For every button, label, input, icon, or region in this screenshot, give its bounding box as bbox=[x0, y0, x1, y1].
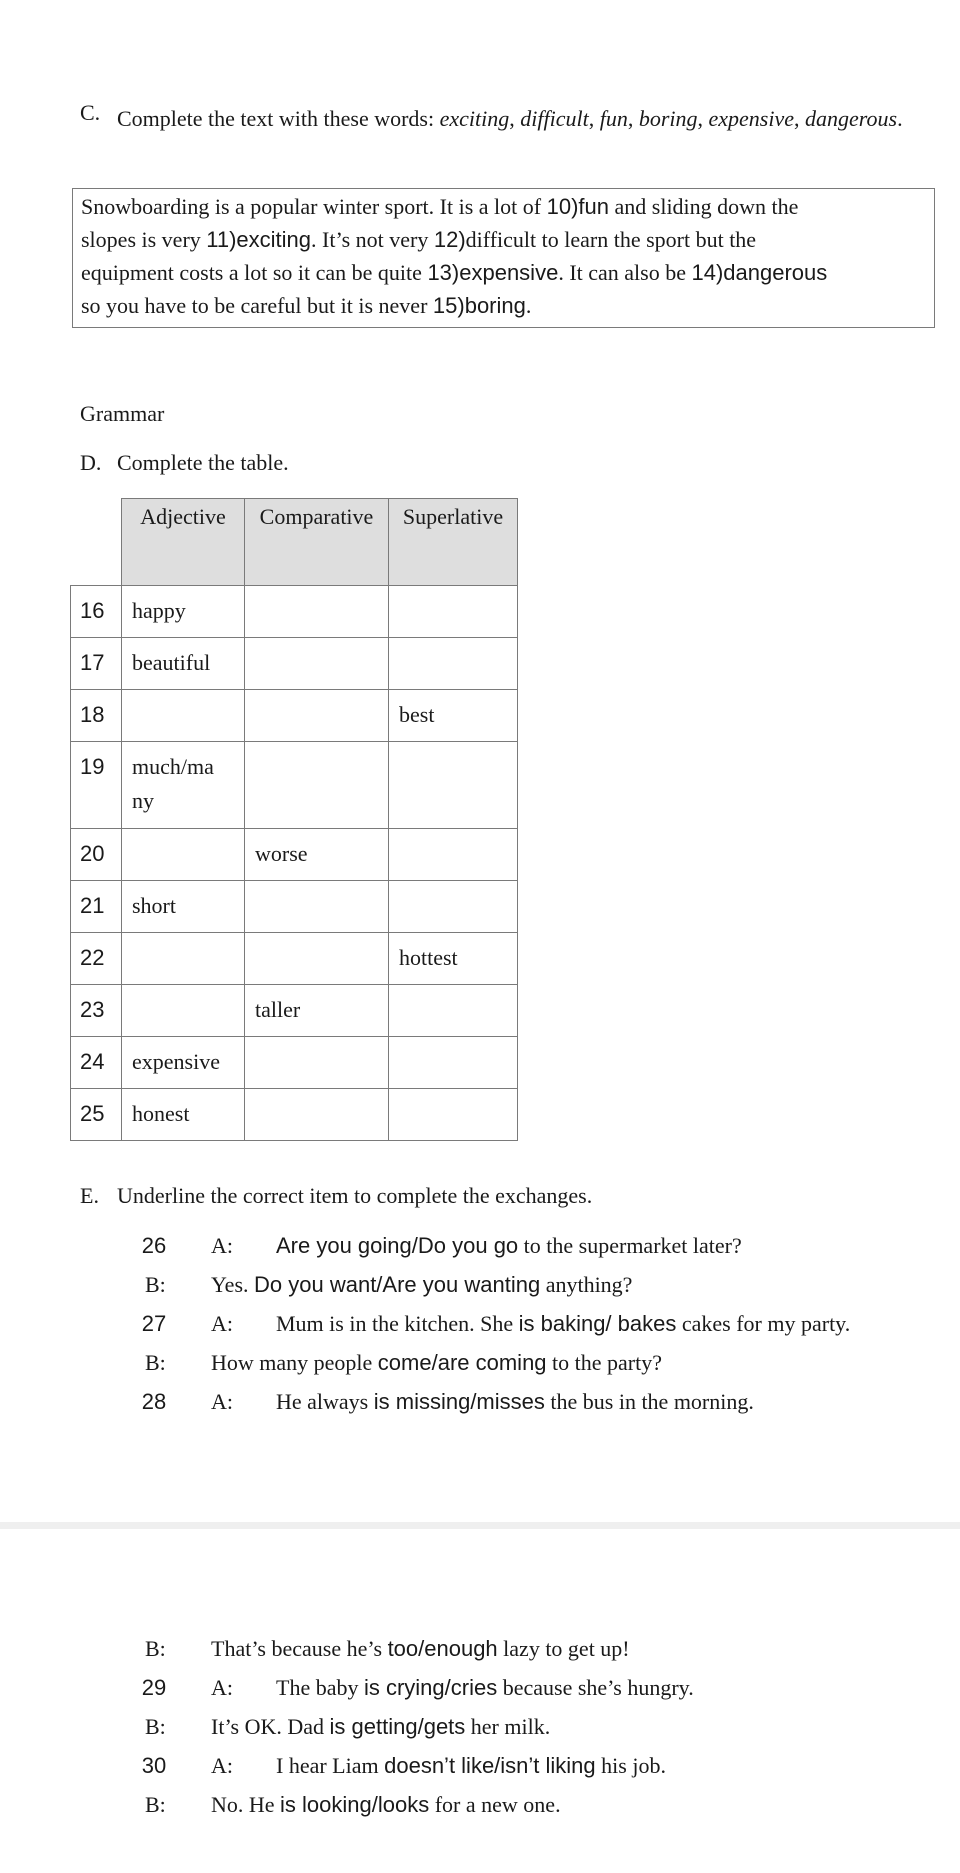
passage-box bbox=[72, 188, 935, 328]
row-number bbox=[70, 932, 122, 985]
answer-key: 15)boring bbox=[432, 293, 526, 318]
comparative-cell bbox=[244, 932, 389, 985]
adjective-cell-text: happy bbox=[132, 598, 186, 623]
speaker-label: A: bbox=[211, 1753, 233, 1778]
instruction-text: Complete the text with these words: bbox=[117, 106, 440, 131]
word-option: exciting bbox=[439, 106, 510, 131]
speaker-label: A: bbox=[211, 1233, 233, 1258]
choice-option[interactable]: is crying/cries bbox=[363, 1675, 498, 1700]
comparative-cell bbox=[244, 1036, 389, 1089]
row-number bbox=[70, 585, 122, 638]
row-number bbox=[70, 1088, 122, 1141]
choice-option[interactable]: come/are coming bbox=[377, 1350, 547, 1375]
choice-option[interactable]: is looking/looks bbox=[280, 1792, 430, 1817]
adjective-cell bbox=[121, 1088, 245, 1141]
word-option: dangerous bbox=[805, 106, 898, 131]
section-c-label: C. bbox=[80, 100, 101, 125]
superlative-cell bbox=[388, 828, 518, 881]
section-e-label: E. bbox=[80, 1183, 99, 1208]
page-break bbox=[0, 1522, 960, 1529]
choice-option[interactable]: Are you going/Do you go bbox=[276, 1233, 519, 1258]
row-number-text: 25 bbox=[80, 1101, 105, 1126]
superlative-cell bbox=[388, 637, 518, 690]
speaker-label: B: bbox=[145, 1272, 166, 1297]
exchange-line: It’s OK. Dad is getting/gets her milk. bbox=[211, 1714, 551, 1739]
header-comparative bbox=[244, 498, 389, 586]
header-adjective bbox=[121, 498, 245, 586]
comparative-cell bbox=[244, 828, 389, 881]
speaker-label: B: bbox=[145, 1792, 166, 1817]
comparative-cell-text: taller bbox=[255, 997, 301, 1022]
comparative-cell-text: worse bbox=[255, 841, 308, 866]
exchange-line: No. He is looking/looks for a new one. bbox=[211, 1792, 561, 1817]
superlative-cell bbox=[388, 585, 518, 638]
section-d-instruction: Complete the table. bbox=[117, 450, 289, 475]
adjective-cell bbox=[121, 689, 245, 742]
word-option: boring bbox=[638, 106, 698, 131]
superlative-cell bbox=[388, 932, 518, 985]
choice-option[interactable]: is baking/ bakes bbox=[518, 1311, 677, 1336]
comparative-cell bbox=[244, 689, 389, 742]
answer-key: 13)expensive bbox=[427, 260, 559, 285]
speaker-label: A: bbox=[211, 1311, 233, 1336]
passage-line: so you have to be careful but it is never 15)boring. bbox=[81, 293, 532, 318]
choice-option[interactable]: Do you want/Are you wanting bbox=[254, 1272, 541, 1297]
exchange-number: 26 bbox=[141, 1233, 167, 1258]
superlative-cell bbox=[388, 880, 518, 933]
speaker-label: B: bbox=[145, 1350, 166, 1375]
comparative-cell bbox=[244, 585, 389, 638]
section-c-instruction: Complete the text with these words: exciting, difficult, fun, boring, expensive, dangerous. bbox=[117, 106, 903, 131]
comparative-cell bbox=[244, 1088, 389, 1141]
superlative-cell bbox=[388, 1088, 518, 1141]
section-e-instruction: Underline the correct item to complete the exchanges. bbox=[117, 1183, 593, 1208]
row-number-text: 20 bbox=[80, 841, 105, 866]
comparative-cell bbox=[244, 637, 389, 690]
exchange-number: 29 bbox=[141, 1675, 167, 1700]
adjective-cell-text: much/many bbox=[132, 754, 214, 813]
adjective-cell-text: beautiful bbox=[132, 650, 211, 675]
row-number bbox=[70, 637, 122, 690]
adjective-cell bbox=[121, 741, 245, 829]
superlative-cell bbox=[388, 689, 518, 742]
exchange-line: Mum is in the kitchen. She is baking/ bakes cakes for my party. bbox=[276, 1311, 851, 1336]
exchange-line: How many people come/are coming to the party? bbox=[211, 1350, 663, 1375]
exchange-line: The baby is crying/cries because she’s hungry. bbox=[276, 1675, 694, 1700]
adjective-cell-text: honest bbox=[132, 1101, 190, 1126]
adjective-cell bbox=[121, 932, 245, 985]
adjective-cell bbox=[121, 984, 245, 1037]
exchange-line: Yes. Do you want/Are you wanting anything? bbox=[211, 1272, 633, 1297]
comparative-cell bbox=[244, 741, 389, 829]
header-superlative-text: Superlative bbox=[402, 504, 504, 529]
exchange-line: I hear Liam doesn’t like/isn’t liking his job. bbox=[276, 1753, 666, 1778]
row-number-text: 18 bbox=[80, 702, 105, 727]
row-number bbox=[70, 689, 122, 742]
exchange-number: 27 bbox=[141, 1311, 167, 1336]
row-number-text: 16 bbox=[80, 598, 105, 623]
speaker-label: A: bbox=[211, 1389, 233, 1414]
speaker-label: B: bbox=[145, 1714, 166, 1739]
choice-option[interactable]: doesn’t like/isn’t liking bbox=[384, 1753, 596, 1778]
adjective-cell bbox=[121, 880, 245, 933]
adjective-cell-text: short bbox=[132, 893, 176, 918]
adjective-cell bbox=[121, 828, 245, 881]
exchange-line: That’s because he’s too/enough lazy to get up! bbox=[211, 1636, 630, 1661]
row-number bbox=[70, 880, 122, 933]
row-number-text: 24 bbox=[80, 1049, 105, 1074]
row-number bbox=[70, 828, 122, 881]
row-number bbox=[70, 741, 122, 829]
passage-line: Snowboarding is a popular winter sport. It is a lot of 10)fun and sliding down the bbox=[81, 194, 799, 219]
row-number-text: 17 bbox=[80, 650, 105, 675]
exchange-line: Are you going/Do you go to the supermarket later? bbox=[276, 1233, 742, 1258]
passage-line: equipment costs a lot so it can be quite 13)expensive. It can also be 14)dangerous bbox=[81, 260, 828, 285]
word-option: expensive bbox=[708, 106, 795, 131]
comparative-cell bbox=[244, 984, 389, 1037]
adjective-cell bbox=[121, 637, 245, 690]
row-number-text: 22 bbox=[80, 945, 105, 970]
speaker-label: A: bbox=[211, 1675, 233, 1700]
superlative-cell bbox=[388, 1036, 518, 1089]
adjective-cell-text: expensive bbox=[132, 1049, 220, 1074]
header-superlative bbox=[388, 498, 518, 586]
choice-option[interactable]: is getting/gets bbox=[329, 1714, 466, 1739]
row-number bbox=[70, 984, 122, 1037]
superlative-cell bbox=[388, 984, 518, 1037]
choice-option[interactable]: is missing/misses bbox=[373, 1389, 545, 1414]
answer-key: 12) bbox=[433, 227, 466, 252]
adjective-cell bbox=[121, 1036, 245, 1089]
row-number-text: 21 bbox=[80, 893, 105, 918]
answer-key: 11)exciting bbox=[206, 227, 312, 252]
comparative-cell bbox=[244, 880, 389, 933]
answer-key: 14)dangerous bbox=[691, 260, 828, 285]
header-comparative-text: Comparative bbox=[259, 504, 374, 529]
exchange-number: 30 bbox=[141, 1753, 167, 1778]
superlative-cell-text: best bbox=[399, 702, 435, 727]
row-number bbox=[70, 1036, 122, 1089]
header-adjective-text: Adjective bbox=[140, 504, 226, 529]
word-option: fun bbox=[599, 106, 628, 131]
section-d-label: D. bbox=[80, 450, 102, 475]
exchange-line: He always is missing/misses the bus in the morning. bbox=[276, 1389, 754, 1414]
row-number-text: 23 bbox=[80, 997, 105, 1022]
exchange-number: 28 bbox=[141, 1389, 167, 1414]
adjective-cell bbox=[121, 585, 245, 638]
section-heading: Grammar bbox=[80, 401, 165, 426]
passage-line: slopes is very 11)exciting. It’s not very 12)difficult to learn the sport but the bbox=[81, 227, 757, 252]
word-option: difficult bbox=[520, 106, 589, 131]
choice-option[interactable]: too/enough bbox=[387, 1636, 498, 1661]
row-number-text: 19 bbox=[80, 754, 105, 779]
speaker-label: B: bbox=[145, 1636, 166, 1661]
superlative-cell-text: hottest bbox=[399, 945, 458, 970]
answer-key: 10)fun bbox=[546, 194, 609, 219]
superlative-cell bbox=[388, 741, 518, 829]
